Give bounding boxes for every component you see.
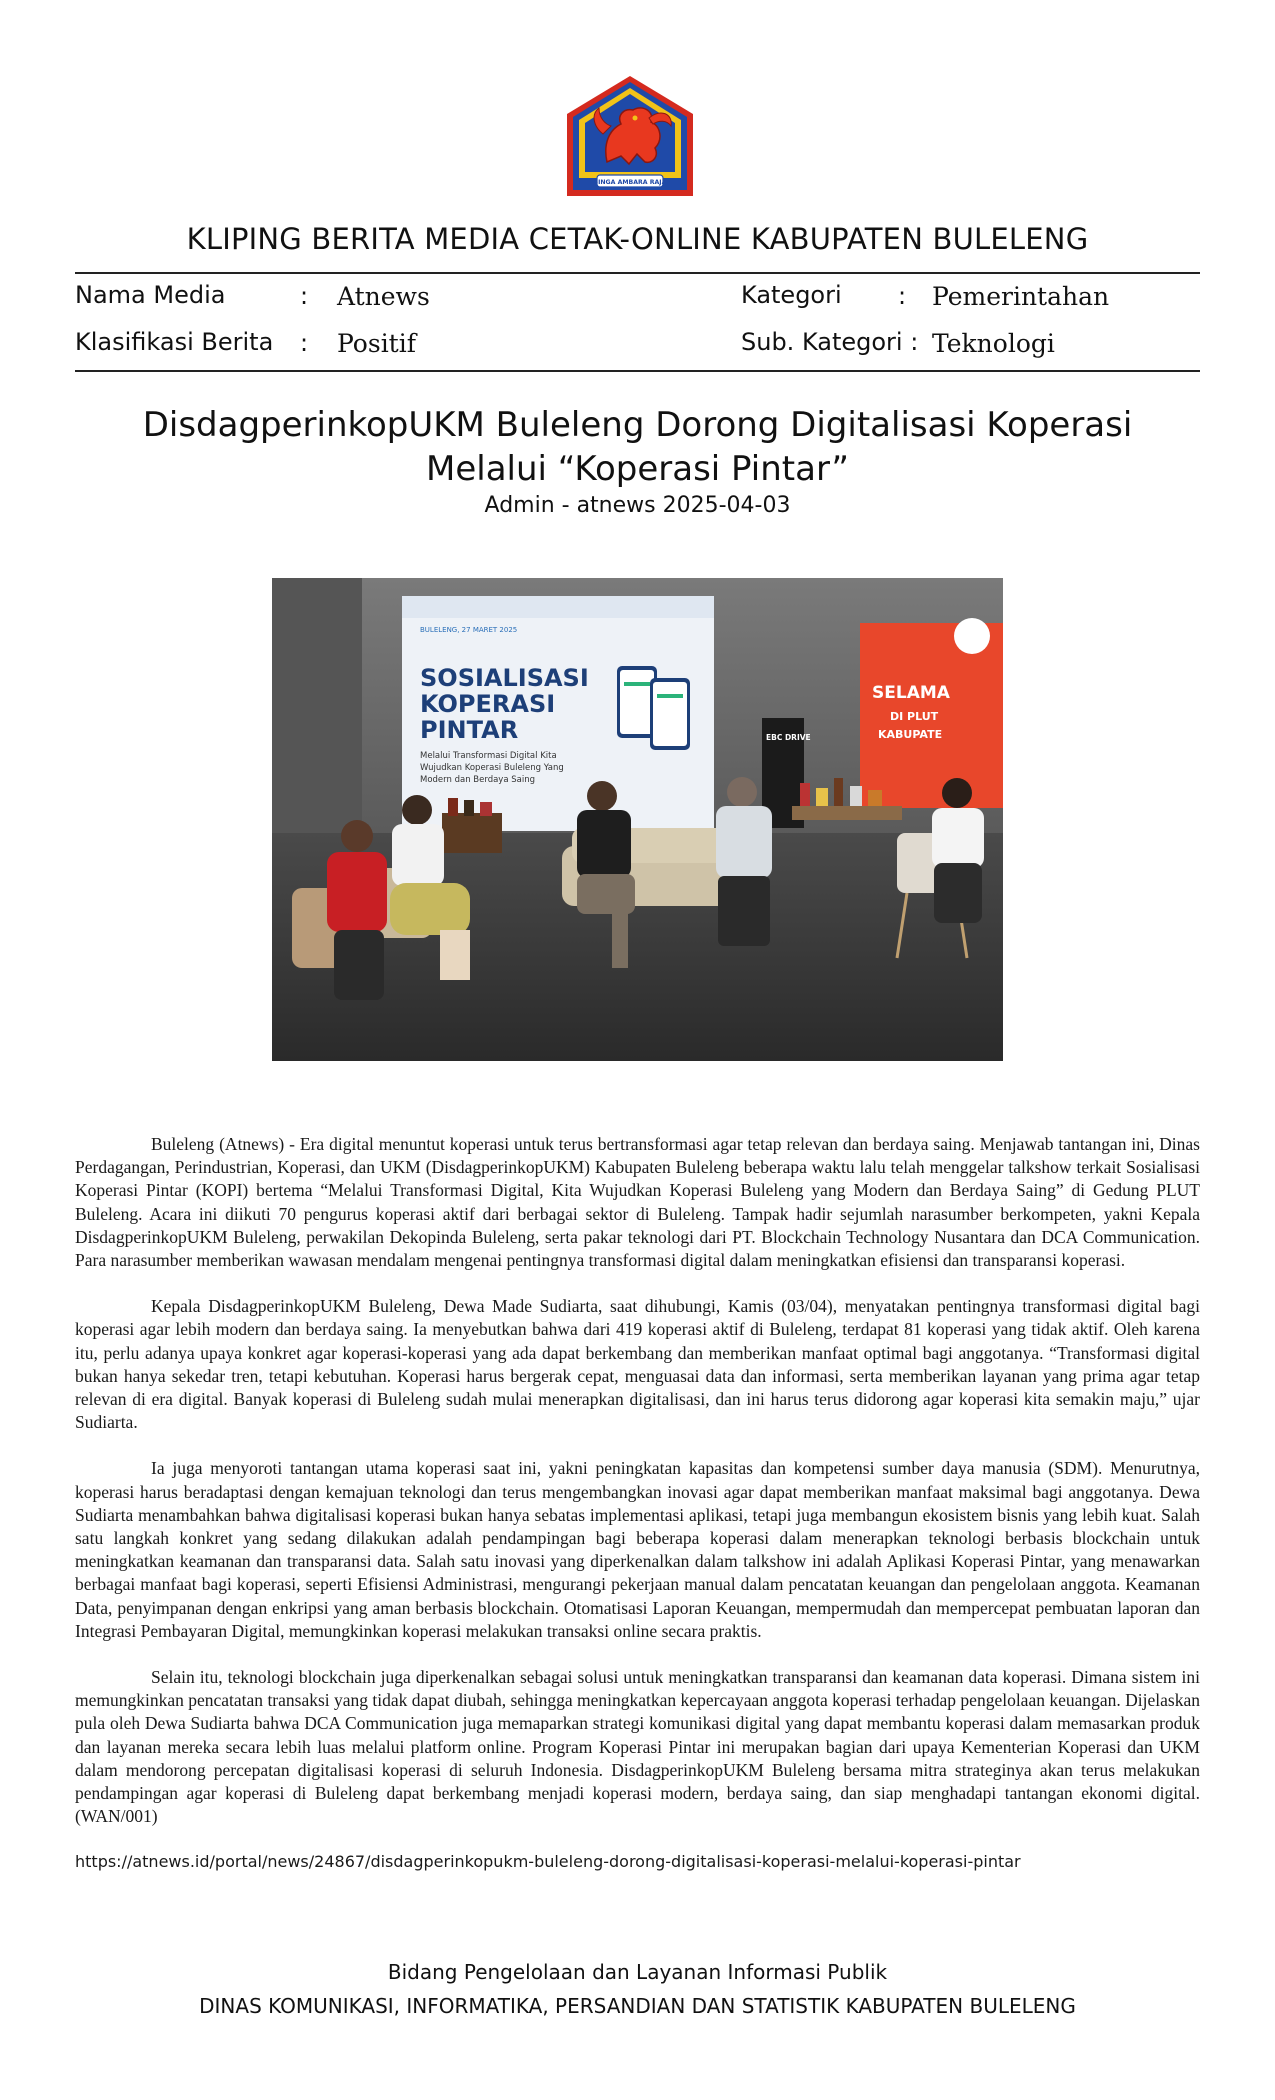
footer-agency: DINAS KOMUNIKASI, INFORMATIKA, PERSANDIAN DAN STATISTIK KABUPATEN BULELENG: [199, 1994, 1076, 2018]
news-classification-label: Klasifikasi Berita: [75, 328, 274, 356]
article-title-line-1: DisdagperinkopUKM Buleleng Dorong Digitalisasi Koperasi: [142, 405, 1133, 445]
article-paragraph: Selain itu, teknologi blockchain juga diperkenalkan sebagai solusi untuk meningkatkan transparansi dan keamanan data koperasi. Dimana sistem ini memungkinkan pencatatan transaksi yang tidak dapat diubah, sehingga meningkatkan kepercayaan anggota koperasi terhadap pengelolaan keuangan. Dijelaskan pula oleh Dewa Sudiarta bahwa DCA Communication juga memaparkan strategi komunikasi digital yang dapat membantu koperasi dalam memasarkan produk dan layanan mereka secara lebih luas melalui platform online. Program Koperasi Pintar ini merupakan bagian dari upaya Kementerian Koperasi dan UKM dalam mendorong percepatan digitalisasi koperasi di seluruh Indonesia. DisdagperinkopUKM Buleleng bersama mitra strateginya akan terus melakukan pendampingan agar koperasi di Buleleng dapat berkembang menjadi koperasi modern, berdaya saing, dan siap menghadapi tantangan ekonomi digital. (WAN/001): [75, 1667, 1200, 1827]
article-paragraph: Ia juga menyoroti tantangan utama koperasi saat ini, yakni peningkatan kapasitas dan kompetensi sumber daya manusia (SDM). Menurutnya, koperasi harus beradaptasi dengan kemajuan teknologi dan terus mengembangkan inovasi agar dapat memberikan manfaat maksimal bagi anggotanya. Dewa Sudiarta menambahkan bahwa digitalisasi koperasi bukan hanya sebatas implementasi aplikasi, tetapi juga membangun ekosistem bisnis yang lebih kuat. Salah satu langkah konkret yang sedang dilakukan adalah pendampingan bagi beberapa koperasi dalam menerapkan teknologi berbasis blockchain untuk meningkatkan keamanan dan transparansi data. Salah satu inovasi yang diperkenalkan dalam talkshow ini adalah Aplikasi Koperasi Pintar, yang menawarkan berbagai manfaat bagi koperasi, seperti Efisiensi Administrasi, mengurangi pekerjaan manual dalam pencatatan keuangan dan pengelolaan anggota. Keamanan Data, penyimpanan dengan enkripsi yang aman berbasis blockchain. Otomatisasi Laporan Keuangan, mempermudah dan mempercepat pembuatan laporan dan Integrasi Pembayaran Digital, memungkinkan koperasi melakukan transaksi online secara praktis.: [75, 1458, 1200, 1641]
article-paragraph: Buleleng (Atnews) - Era digital menuntut koperasi untuk terus bertransformasi agar tetap relevan dan berdaya saing. Menjawab tantangan ini, Dinas Perdagangan, Perindustrian, Koperasi, dan UKM (DisdagperinkopUKM) Kabupaten Buleleng beberapa waktu lalu telah menggelar talkshow terkait Sosialisasi Koperasi Pintar (KOPI) bertema “Melalui Transformasi Digital, Kita Wujudkan Koperasi Buleleng yang Modern dan Berdaya Saing” di Gedung PLUT Buleleng. Acara ini diikuti 70 pengurus koperasi aktif dari berbagai sektor di Buleleng. Tampak hadir sejumlah narasumber berkompeten, yakni Kepala DisdagperinkopUKM Buleleng, perwakilan Dekopinda Buleleng, serta pakar teknologi dari PT. Blockchain Technology Nusantara dan DCA Communication. Para narasumber memberikan wawasan mendalam mengenai pentingnya transformasi digital dalam meningkatkan efisiensi dan transparansi koperasi.: [75, 1134, 1200, 1271]
subcategory-value: Teknologi: [932, 329, 1055, 358]
article-body: [75, 1133, 1200, 1851]
category-colon: :: [898, 282, 907, 310]
banner-title-2: KOPERASI: [420, 690, 556, 718]
subcategory-label: Sub. Kategori :: [741, 328, 919, 356]
screen-text-1: SELAMA: [872, 683, 950, 703]
emblem-icon: [563, 74, 697, 202]
header-rule-top: [75, 272, 1200, 274]
media-name-value: Atnews: [337, 282, 430, 311]
screen-text-3: KABUPATE: [878, 728, 943, 741]
article-title: [0, 403, 1275, 491]
category-label: Kategori: [741, 281, 842, 309]
banner-subtitle-3: Modern dan Berdaya Saing: [420, 775, 535, 785]
banner-title-1: SOSIALISASI: [420, 664, 589, 692]
news-classification-value: Positif: [337, 329, 416, 358]
banner-title-3: PINTAR: [420, 716, 519, 744]
footer-division: Bidang Pengelolaan dan Layanan Informasi Publik: [387, 1960, 888, 1984]
clipping-header-title: KLIPING BERITA MEDIA CETAK-ONLINE KABUPATEN BULELENG: [186, 222, 1089, 256]
banner-subtitle-2: Wujudkan Koperasi Buleleng Yang: [420, 763, 564, 773]
article-title-line-2: Melalui “Koperasi Pintar”: [426, 449, 849, 489]
article-paragraph: Kepala DisdagperinkopUKM Buleleng, Dewa Made Sudiarta, saat dihubungi, Kamis (03/04), menyatakan pentingnya transformasi digital bagi koperasi agar lebih modern dan berdaya saing. Ia menyebutkan bahwa dari 419 koperasi aktif di Buleleng, terdapat 81 koperasi yang tidak aktif. Oleh karena itu, perlu adanya upaya konkret agar koperasi-koperasi yang ada dapat berkembang dan memberikan manfaat optimal bagi anggotanya. “Transformasi digital bukan hanya sekedar tren, tetapi kebutuhan. Koperasi harus bergerak cepat, menguasai data dan informasi, serta memberikan layanan yang prima agar tetap relevan di era digital. Banyak koperasi di Buleleng sudah mulai menerapkan digitalisasi, dan ini harus terus didorong agar koperasi kita semakin maju,” ujar Sudiarta.: [75, 1296, 1200, 1433]
media-name-colon: :: [300, 282, 309, 310]
article-byline: Admin - atnews 2025-04-03: [484, 493, 791, 518]
emblem-motto: SINGA AMBARA RAJA: [593, 179, 667, 186]
header-rule-bottom: [75, 370, 1200, 372]
screen-text-2: DI PLUT: [890, 710, 939, 723]
source-url-link[interactable]: https://atnews.id/portal/news/24867/disdagperinkopukm-buleleng-dorong-digitalisasi-koperasi-melalui-koperasi-pintar: [75, 1852, 1021, 1871]
regency-emblem-logo: [563, 74, 697, 202]
standee-text: EBC DRIVE: [766, 733, 811, 742]
article-photo: [272, 578, 1003, 1061]
news-classification-colon: :: [300, 329, 309, 357]
category-value: Pemerintahan: [932, 282, 1110, 311]
banner-subtitle-1: Melalui Transformasi Digital Kita: [420, 751, 557, 761]
banner-date: BULELENG, 27 MARET 2025: [420, 626, 518, 634]
media-name-label: Nama Media: [75, 281, 226, 309]
